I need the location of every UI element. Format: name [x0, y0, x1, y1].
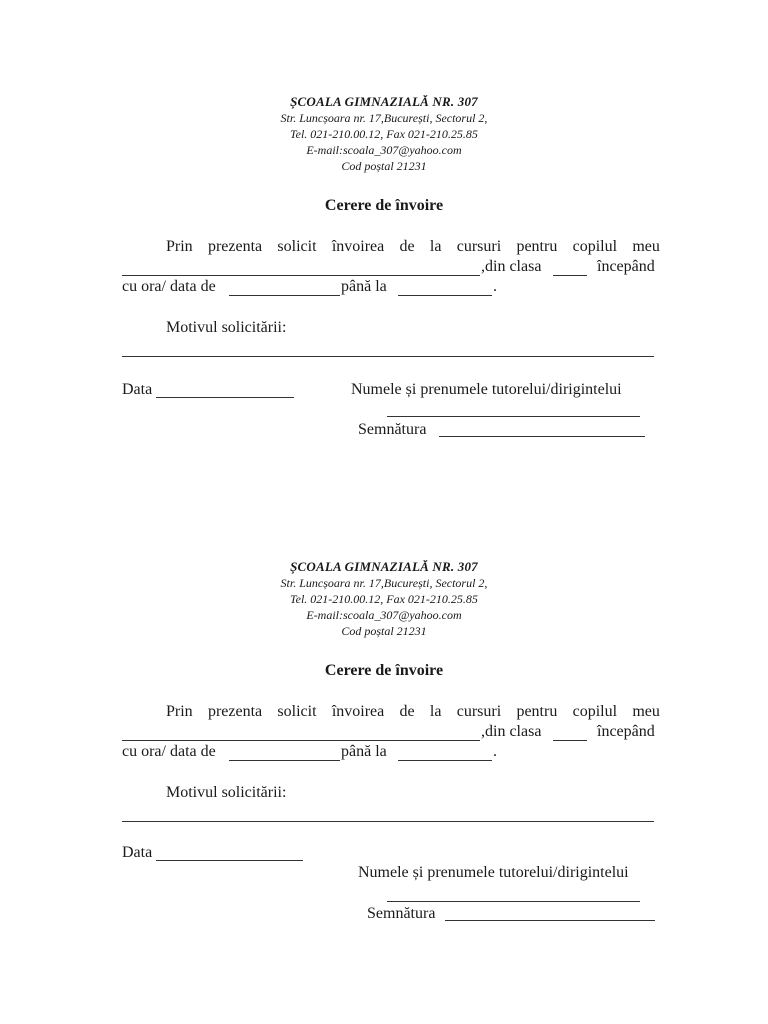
intro-word: de — [399, 238, 415, 255]
date-label: Data — [122, 844, 153, 861]
school-name: ȘCOALA GIMNAZIALĂ NR. 307 — [290, 559, 478, 574]
tutor-name-field[interactable] — [387, 901, 640, 902]
intro-word: copilul — [572, 703, 618, 720]
date-label: Data — [122, 381, 153, 398]
din-clasa-label: ,din clasa — [481, 258, 542, 275]
intro-word: învoirea — [331, 703, 385, 720]
class-field[interactable] — [553, 740, 587, 741]
school-address: Str. Luncșoara nr. 17,București, Sectorul 2, — [280, 111, 488, 125]
din-clasa-label: ,din clasa — [481, 723, 542, 740]
reason-label: Motivul solicitării: — [166, 319, 287, 336]
form-copy-2 — [0, 465, 768, 935]
intro-word: pentru — [516, 238, 558, 255]
end-label: până la — [341, 278, 387, 295]
start-label: cu ora/ data de — [122, 278, 216, 295]
intro-word: Prin — [166, 238, 193, 255]
intro-line — [166, 702, 660, 722]
signature-field[interactable] — [439, 436, 645, 437]
school-postal-code: Cod poștal 21231 — [341, 159, 427, 173]
intro-word: la — [429, 703, 442, 720]
end-date-field[interactable] — [398, 295, 492, 296]
form-copy-1 — [0, 0, 768, 470]
date-field[interactable] — [156, 860, 303, 861]
reason-label: Motivul solicitării: — [166, 784, 287, 801]
intro-word: solicit — [277, 703, 317, 720]
school-header — [0, 94, 768, 174]
school-postal-code: Cod poștal 21231 — [341, 624, 427, 638]
school-phone-fax: Tel. 021-210.00.12, Fax 021-210.25.85 — [290, 592, 478, 606]
intro-word: meu — [632, 703, 660, 720]
school-email: E-mail:scoala_307@yahoo.com — [306, 143, 462, 157]
end-date-field[interactable] — [398, 760, 492, 761]
form-title: Cerere de învoire — [324, 197, 444, 214]
start-label: cu ora/ data de — [122, 743, 216, 760]
intro-word: solicit — [277, 238, 317, 255]
intro-line — [166, 237, 660, 257]
intro-word: pentru — [516, 703, 558, 720]
intro-word: Prin — [166, 703, 193, 720]
incepand-label: începând — [597, 723, 655, 740]
signature-label: Semnătura — [358, 421, 427, 438]
date-field[interactable] — [156, 397, 294, 398]
reason-field[interactable] — [122, 356, 654, 357]
intro-word: meu — [632, 238, 660, 255]
signature-label: Semnătura — [367, 905, 436, 922]
class-field[interactable] — [553, 275, 587, 276]
school-email: E-mail:scoala_307@yahoo.com — [306, 608, 462, 622]
tutor-label: Numele și prenumele tutorelui/dirigintelui — [351, 381, 622, 398]
intro-word: prezenta — [207, 238, 263, 255]
intro-word: prezenta — [207, 703, 263, 720]
signature-field[interactable] — [445, 920, 655, 921]
intro-word: de — [399, 703, 415, 720]
school-header — [0, 559, 768, 639]
school-address: Str. Luncșoara nr. 17,București, Sectorul 2, — [280, 576, 488, 590]
intro-word: copilul — [572, 238, 618, 255]
child-name-field[interactable] — [122, 740, 480, 741]
period: . — [493, 278, 497, 295]
period: . — [493, 743, 497, 760]
school-phone-fax: Tel. 021-210.00.12, Fax 021-210.25.85 — [290, 127, 478, 141]
tutor-label: Numele și prenumele tutorelui/dirigintelui — [358, 864, 629, 881]
intro-word: cursuri — [456, 703, 502, 720]
intro-word: cursuri — [456, 238, 502, 255]
start-date-field[interactable] — [229, 760, 340, 761]
end-label: până la — [341, 743, 387, 760]
child-name-field[interactable] — [122, 275, 480, 276]
school-name: ȘCOALA GIMNAZIALĂ NR. 307 — [290, 94, 478, 109]
incepand-label: începând — [597, 258, 655, 275]
intro-word: la — [429, 238, 442, 255]
start-date-field[interactable] — [229, 295, 340, 296]
tutor-name-field[interactable] — [387, 416, 640, 417]
reason-field[interactable] — [122, 821, 654, 822]
form-title: Cerere de învoire — [324, 662, 444, 679]
intro-word: învoirea — [331, 238, 385, 255]
